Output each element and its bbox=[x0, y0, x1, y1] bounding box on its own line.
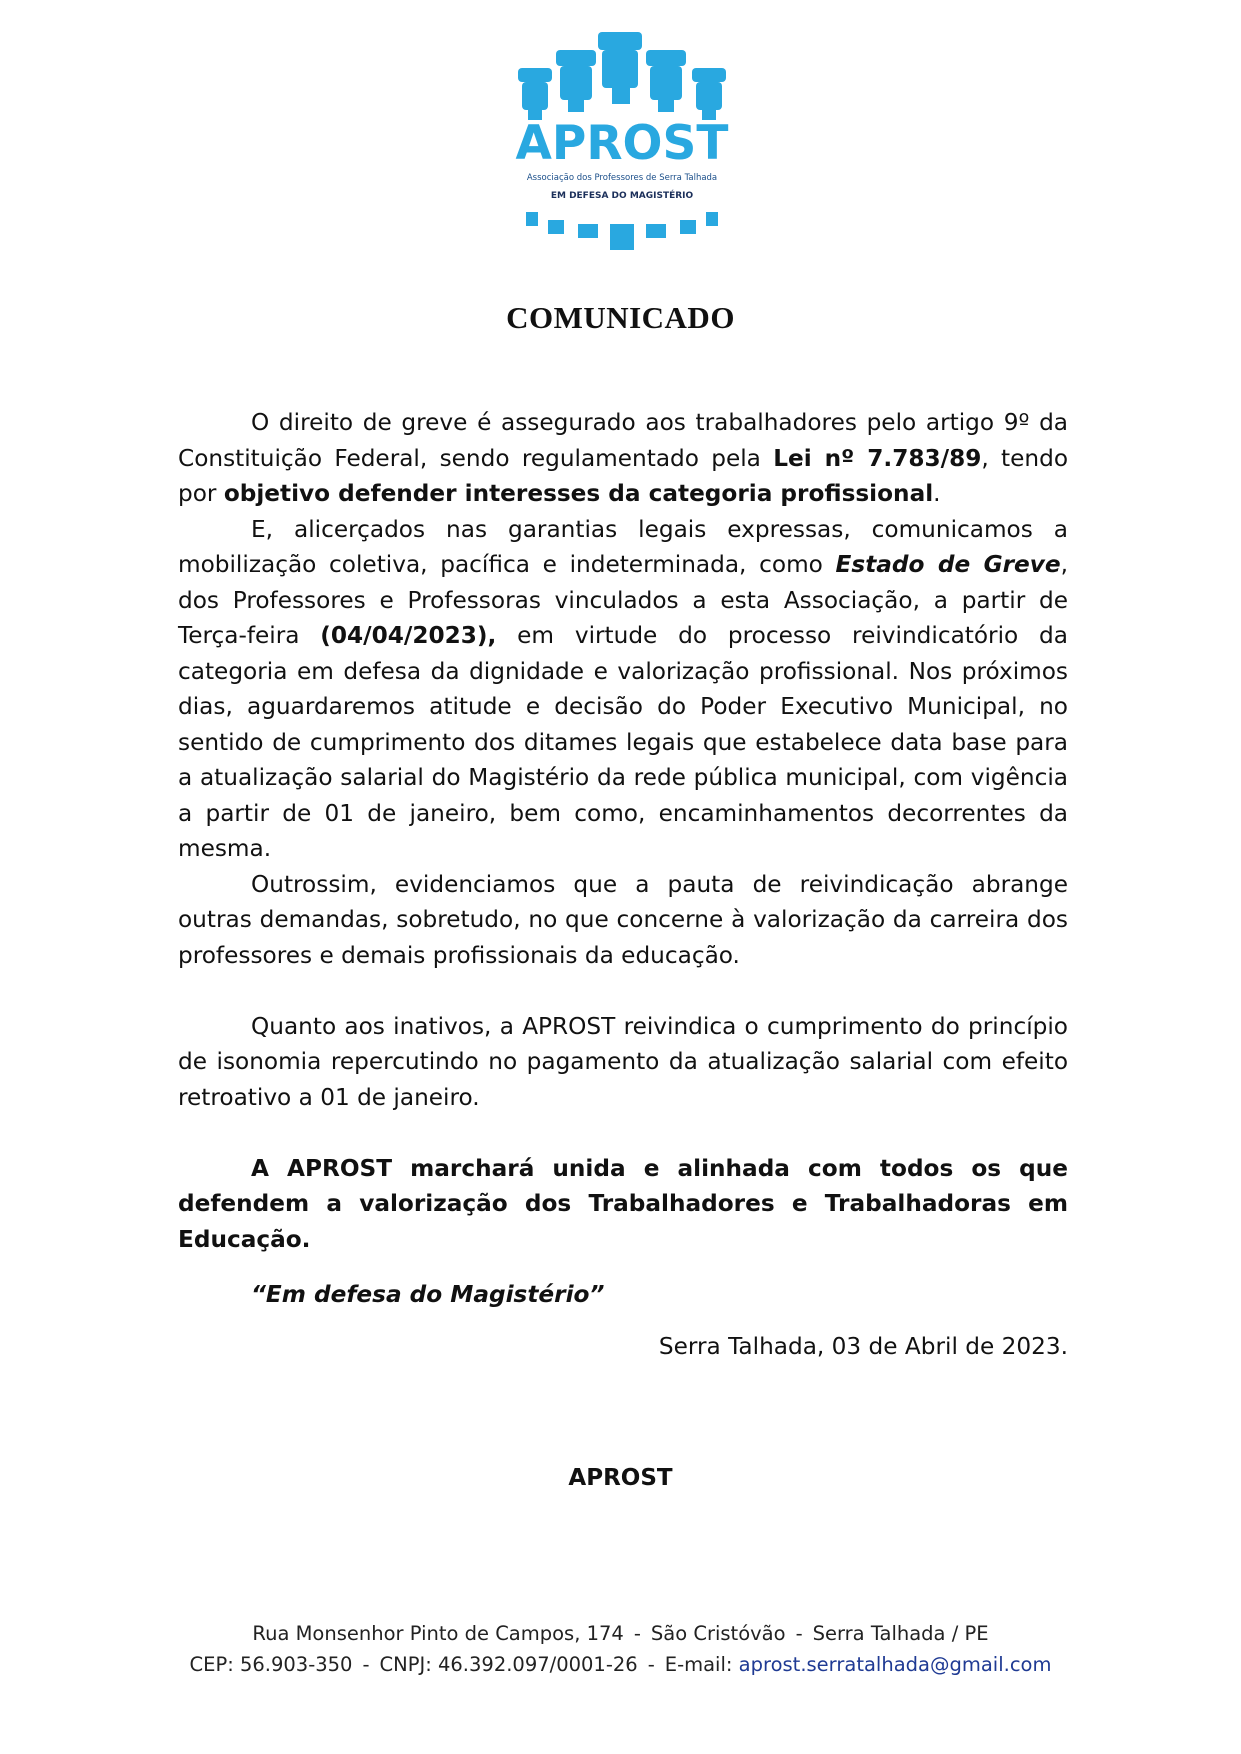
paragraph-1: O direito de greve é assegurado aos trabalhadores pelo artigo 9º da Constituição Federal, sendo regulamentado pela Lei nº 7.783/89, tendo por objetivo defender interesses da categoria profissional. bbox=[178, 409, 1069, 507]
fist-icon bbox=[518, 68, 552, 120]
svg-text:Associação dos Professores de: Associação dos Professores de Serra Talhada bbox=[526, 173, 718, 183]
footer-contact-line: CEP: 56.903-350 - CNPJ: 46.392.097/0001-26 - E-mail: aprost.serratalhada@gmail.com bbox=[189, 1653, 1052, 1676]
signature: APROST bbox=[568, 1465, 673, 1491]
fist-icon bbox=[556, 50, 596, 112]
fist-icon bbox=[646, 50, 686, 112]
fist-icon bbox=[598, 32, 642, 104]
page-title: COMUNICADO bbox=[506, 300, 735, 335]
paragraph-3: Outrossim, evidenciamos que a pauta de reivindicação abrange outras demandas, sobretudo, no que concerne à valorização da carreira dos professores e demais profissionais da educação. bbox=[178, 870, 1068, 969]
motto: “Em defesa do Magistério” bbox=[251, 1281, 605, 1308]
svg-text:APROST: APROST bbox=[515, 116, 729, 171]
paragraph-2: E, alicerçados nas garantias legais expressas, comunicamos a mobilização coletiva, pacífica e indeterminada, como Estado de Greve, dos Professores e Professoras vinculados a esta Associação, a partir de Terça-feira (04/04/2023), em virtude do processo reivindicatório da categoria em defesa da dignidade e valorização profissional. Nos próximos dias, aguardaremos atitude e decisão do Poder Executivo Municipal, no sentido de cumprimento dos ditames legais que estabelece data base para a atualização salarial do Magistério da rede pública municipal, com vigência a partir de 01 de janeiro, bem como, encaminhamentos decorrentes da mesma. bbox=[178, 515, 1068, 862]
email-link[interactable]: aprost.serratalhada@gmail.com bbox=[738, 1653, 1052, 1676]
footer-address-line: Rua Monsenhor Pinto de Campos, 174 - São Cristóvão - Serra Talhada / PE bbox=[252, 1622, 989, 1645]
letter-body bbox=[178, 405, 1068, 1364]
footer bbox=[0, 1618, 1241, 1680]
aprost-logo bbox=[512, 24, 732, 254]
dateline: Serra Talhada, 03 de Abril de 2023. bbox=[658, 1332, 1068, 1360]
paragraph-4: Quanto aos inativos, a APROST reivindica o cumprimento do princípio de isonomia repercutindo no pagamento da atualização salarial com efeito retroativo a 01 de janeiro. bbox=[178, 1012, 1068, 1111]
fist-icon bbox=[692, 68, 726, 120]
paragraph-5: A APROST marchará unida e alinhada com todos os que defendem a valorização dos Trabalhadores e Trabalhadoras em Educação. bbox=[178, 1154, 1068, 1253]
svg-text:EM DEFESA DO MAGISTÉRIO: EM DEFESA DO MAGISTÉRIO bbox=[550, 191, 694, 201]
